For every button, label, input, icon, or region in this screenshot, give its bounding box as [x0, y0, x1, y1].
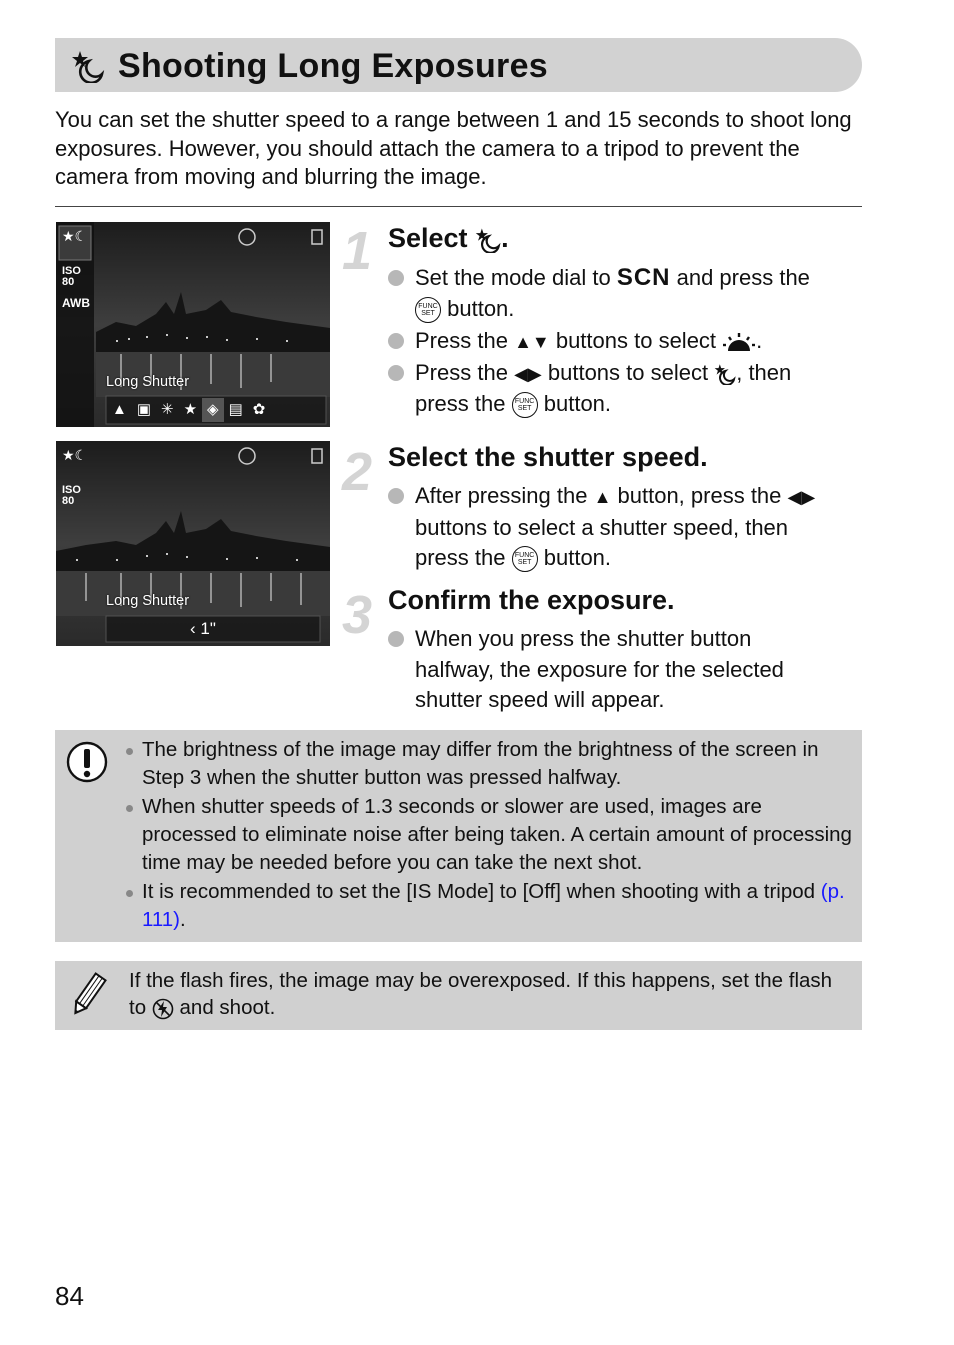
step-number-3: 3	[342, 585, 373, 645]
list-item: After pressing the ▲ button, press the ◀▶ buttons to select a shutter speed, then press the FUNC SET button.	[388, 481, 868, 574]
camera-screen-2	[56, 441, 330, 646]
intro-paragraph: You can set the shutter speed to a range between 1 and 15 seconds to shoot long exposures. However, you should attach the camera to a tripod to prevent the camera from moving and blurring the image.	[55, 107, 852, 189]
func-set-button-icon: FUNC SET	[415, 297, 441, 323]
divider	[55, 206, 862, 207]
memo-box	[55, 961, 862, 1030]
list-item: It is recommended to set the [IS Mode] to [Off] when shooting with a tripod (p. 111).	[125, 878, 860, 934]
list-item: Press the ▲▼ buttons to select .	[388, 326, 858, 358]
left-right-arrows-icon: ◀▶	[514, 363, 542, 384]
step-3-bullets	[388, 624, 828, 716]
mode-label: Long Shutter	[106, 374, 190, 390]
list-item: When you press the shutter button halfway, the exposure for the selected shutter speed will appear.	[388, 624, 828, 716]
step-2-bullets	[388, 481, 868, 574]
long-shutter-icon	[714, 363, 736, 385]
long-shutter-icon	[475, 227, 501, 253]
up-arrow-icon: ▲	[593, 487, 612, 507]
step-2-title: Select the shutter speed.	[388, 442, 708, 472]
mode-icon: ★☾	[62, 228, 88, 244]
mode-label: Long Shutter	[106, 593, 190, 609]
night-scene-icon	[722, 331, 756, 353]
scene-icons-row: ▲▣✳★◈▤✿	[112, 401, 276, 418]
page-number: 84	[55, 1281, 84, 1311]
shutter-speed-readout: ‹ 1"	[190, 619, 216, 638]
mode-icon: ★☾	[62, 447, 88, 463]
step-3-title: Confirm the exposure.	[388, 585, 675, 615]
iso-indicator: ISO 80	[62, 484, 81, 507]
title-bar	[55, 38, 862, 92]
caution-list	[125, 736, 860, 935]
flash-off-icon	[152, 998, 174, 1020]
pencil-icon	[67, 971, 109, 1019]
list-item: When shutter speeds of 1.3 seconds or slower are used, images are processed to eliminate noise after being taken. A certain amount of processing time may be needed before you can take the next shot.	[125, 793, 860, 877]
scn-mode-label: SCN	[616, 264, 671, 291]
step-number-1: 1	[342, 221, 373, 281]
camera-screen-1	[56, 222, 330, 427]
iso-indicator: ISO 80	[62, 265, 81, 288]
func-set-button-icon: FUNC SET	[512, 392, 538, 418]
step-1-title: Select .	[388, 223, 509, 253]
page-title: Shooting Long Exposures	[118, 47, 549, 85]
page-link[interactable]: (p. 111)	[142, 880, 845, 931]
list-item: Press the ◀▶ buttons to select , then press the FUNC SET button.	[388, 358, 858, 420]
list-item: Set the mode dial to SCN and press the FUNC SET button.	[388, 263, 858, 324]
awb-indicator: AWB	[62, 296, 90, 310]
step-1-bullets	[388, 263, 858, 420]
list-item: The brightness of the image may differ from the brightness of the screen in Step 3 when the shutter button was pressed halfway.	[125, 736, 860, 792]
func-set-button-icon: FUNC SET	[512, 546, 538, 572]
left-right-arrows-icon: ◀▶	[787, 487, 816, 507]
caution-icon	[66, 741, 108, 783]
caution-box	[55, 730, 862, 942]
memo-text: If the flash fires, the image may be overexposed. If this happens, set the flash to and shoot.	[129, 969, 833, 1019]
long-shutter-icon	[71, 49, 105, 83]
step-number-2: 2	[342, 442, 373, 502]
up-down-arrows-icon: ▲▼	[514, 332, 550, 352]
